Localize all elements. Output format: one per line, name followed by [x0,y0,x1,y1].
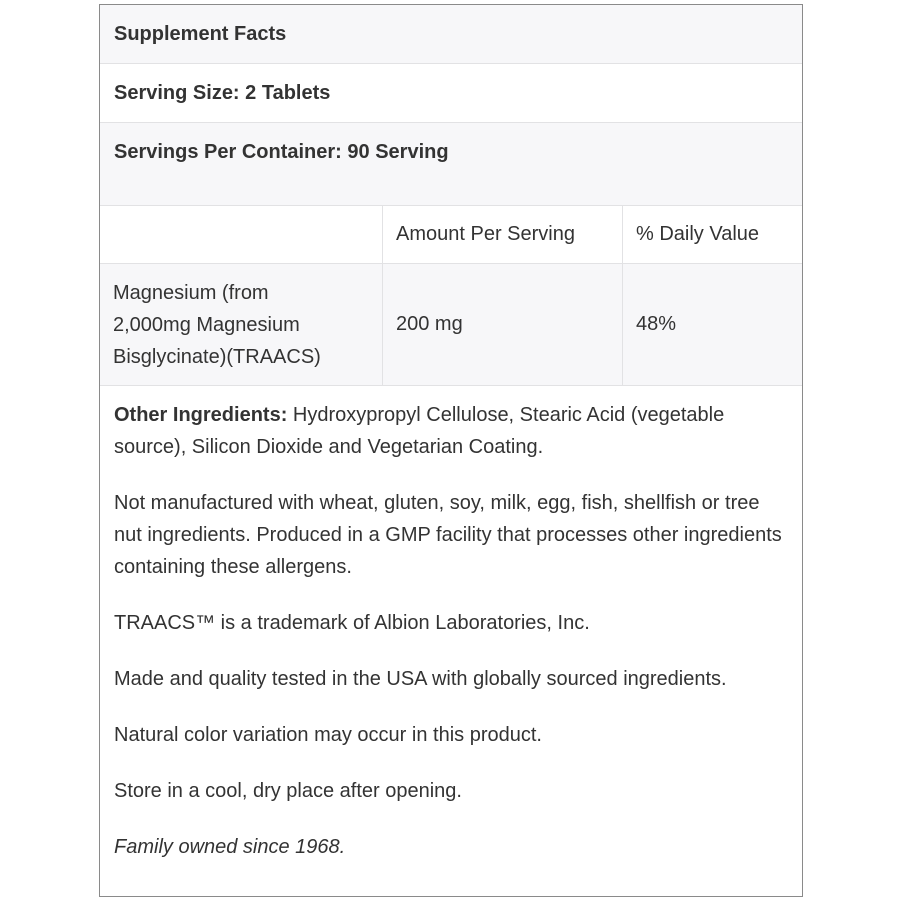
header-daily-value: % Daily Value [636,223,760,245]
facts-title: Supplement Facts [100,5,802,64]
allergen-statement: Not manufactured with wheat, gluten, soy, milk, egg, fish, shellfish or tree nut ingredients. Produced in a GMP facility that processes other ingredients containing these allergens. [114,492,782,578]
family-statement [114,831,788,863]
servings-per-container: Servings Per Container: 90 Serving [100,123,802,206]
trademark-statement: TRAACS™ is a trademark of Albion Laboratories, Inc. [114,612,590,634]
header-amount: Amount Per Serving [383,206,623,263]
ingredient-line: 2,000mg Magnesium [113,314,300,336]
supplement-facts-panel [99,4,803,897]
ingredient-line: Magnesium (from [113,282,269,304]
ingredient-name [100,264,383,385]
other-ingredients [114,399,788,463]
ingredient-daily-value: 48% [636,313,677,335]
serving-size: Serving Size: 2 Tablets [100,64,802,123]
ingredient-amount: 200 mg [383,264,623,385]
ingredient-line: Bisglycinate)(TRAACS) [113,346,321,368]
family-text: Family owned since 1968. [114,836,346,858]
product-notes [114,399,788,887]
header-ingredient [100,206,383,263]
color-variation-statement: Natural color variation may occur in this product. [114,724,542,746]
made-in-statement: Made and quality tested in the USA with globally sourced ingredients. [114,668,727,690]
table-row [100,264,802,386]
storage-statement: Store in a cool, dry place after opening. [114,780,462,802]
table-header-row [100,206,802,264]
other-ingredients-text: Hydroxypropyl Cellulose, Stearic Acid (vegetable source), Silicon Dioxide and Vegetarian Coating. [114,404,725,458]
other-ingredients-label: Other Ingredients: [114,404,288,426]
